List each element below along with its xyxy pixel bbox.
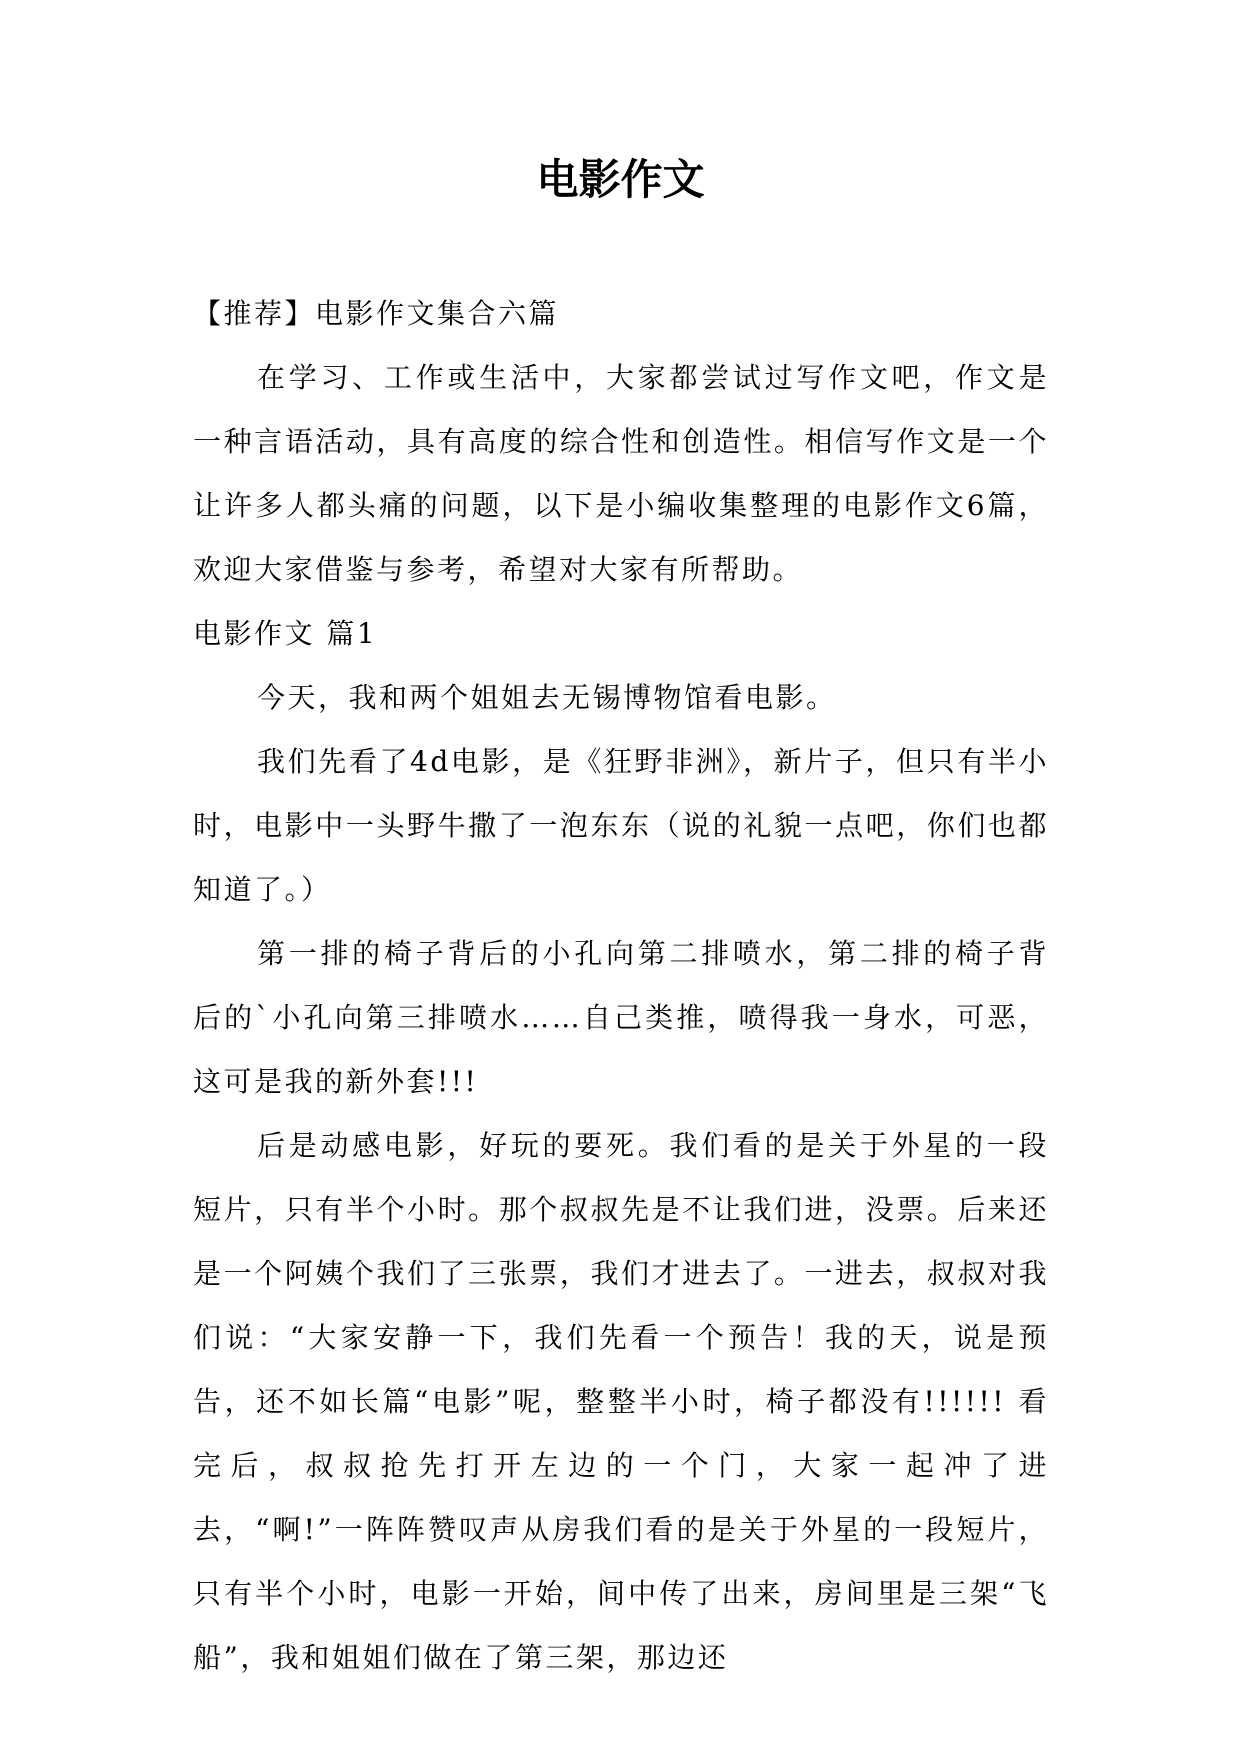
document-title: 电影作文 <box>536 155 705 204</box>
body-paragraph: 第一排的椅子背后的小孔向第二排喷水，第二排的椅子背后的`小孔向第三排喷水……自己类推，喷得我一身水，可恶，这可是我的新外套!!! <box>193 937 1049 1098</box>
body-paragraph: 后是动感电影，好玩的要死。我们看的是关于外星的一段短片，只有半个小时。那个叔叔先是不让我们进，没票。后来还是一个阿姨个我们了三张票，我们才进去了。一进去，叔叔对我们说：“大家安静一下，我们先看一个预告！我的天，说是预告，还不如长篇“电影”呢，整整半小时，椅子都没有!!!!!! 看完后，叔叔抢先打开左边的一个门，大家一起冲了进去，“啊!”一阵阵赞叹声从房我们看的是关于外星的一段短片，只有半个小时，电影一开始，间中传了出来，房间里是三架“飞船”，我和姐姐们做在了第三架，那边还 <box>193 1129 1049 1674</box>
section-heading: 电影作文 篇1 <box>193 617 378 650</box>
body-paragraph: 今天，我和两个姐姐去无锡博物馆看电影。 <box>257 681 837 714</box>
document-body <box>193 282 1049 1690</box>
document-subtitle: 【推荐】电影作文集合六篇 <box>193 297 560 330</box>
body-paragraph: 我们先看了4d电影，是《狂野非洲》，新片子，但只有半小时，电影中一头野牛撒了一泡东东（说的礼貌一点吧，你们也都知道了。） <box>193 745 1049 906</box>
intro-paragraph: 在学习、工作或生活中，大家都尝试过写作文吧，作文是一种言语活动，具有高度的综合性和创造性。相信写作文是一个让许多人都头痛的问题，以下是小编收集整理的电影作文6篇，欢迎大家借鉴与参考，希望对大家有所帮助。 <box>193 361 1049 586</box>
